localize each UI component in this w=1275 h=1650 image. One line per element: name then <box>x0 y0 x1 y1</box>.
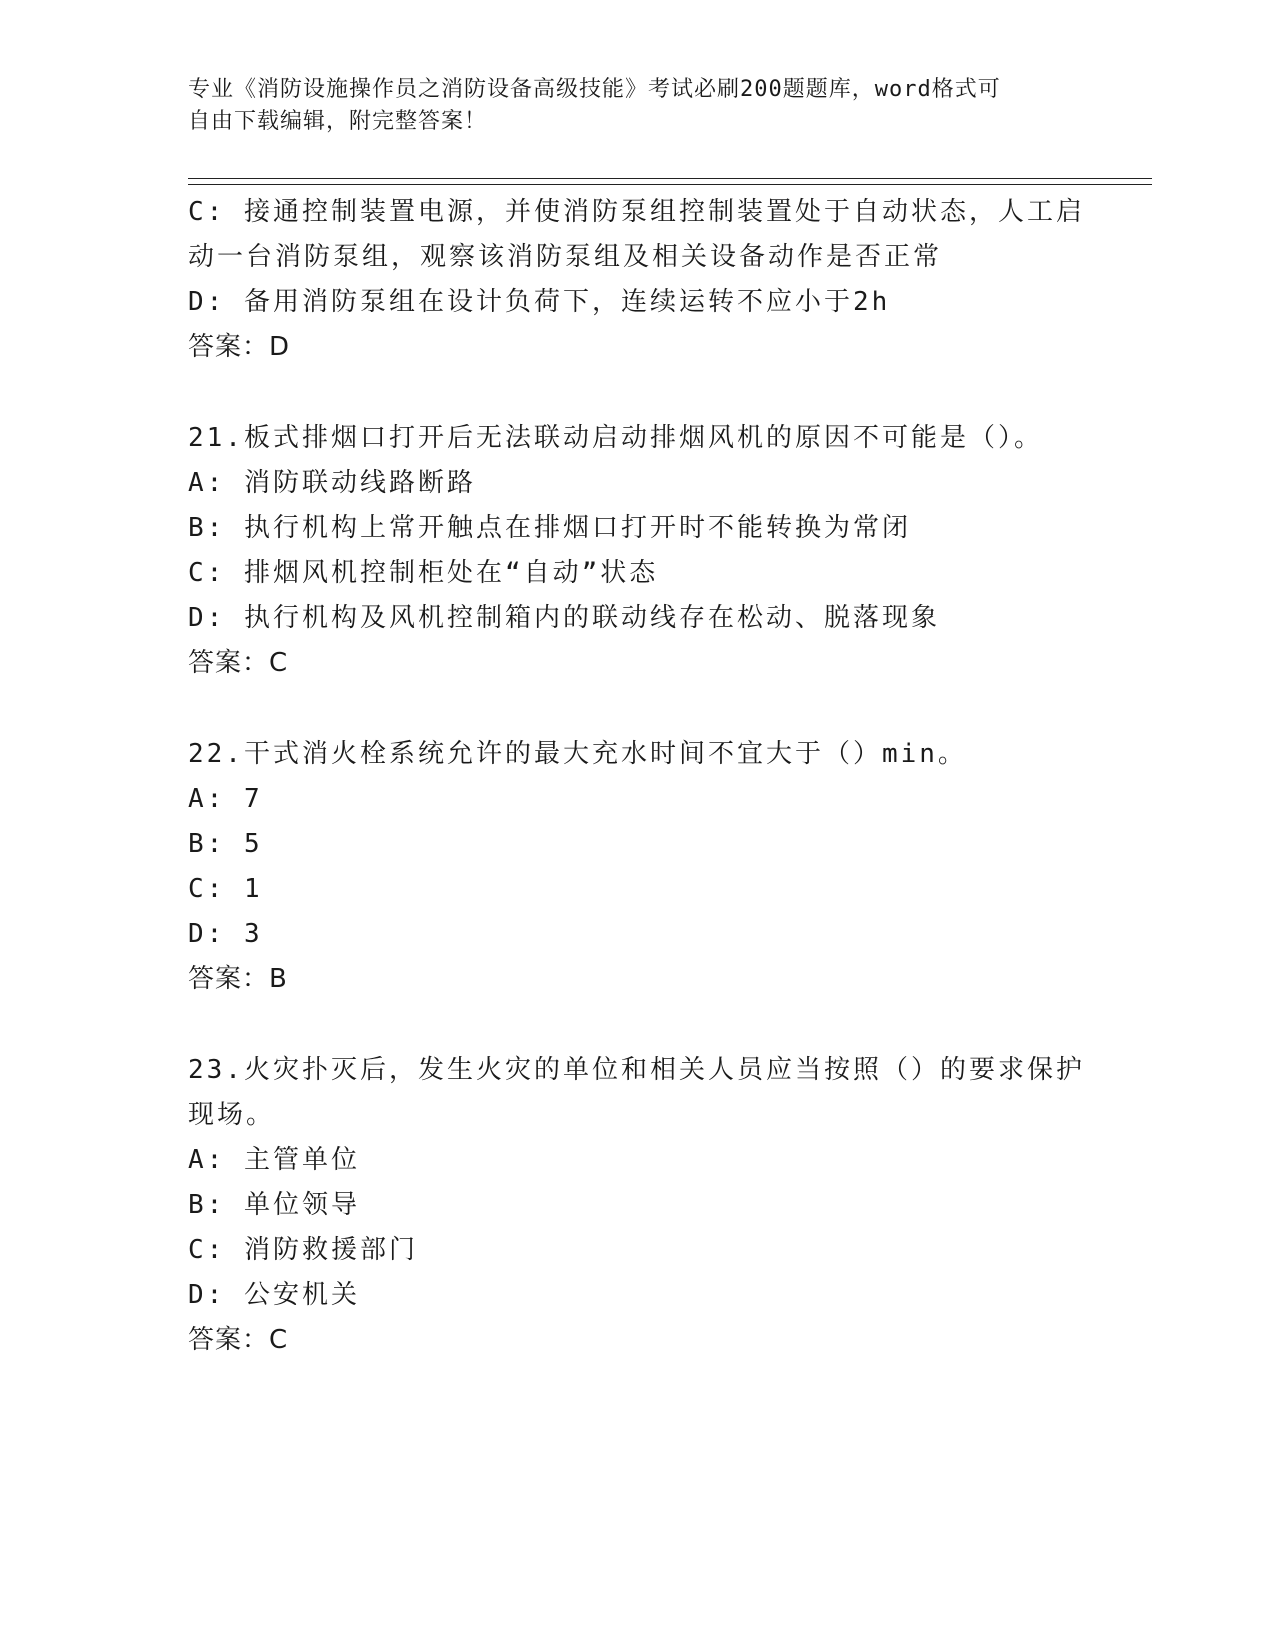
option-c: C: 接通控制装置电源，并使消防泵组控制装置处于自动状态，人工启 <box>188 197 1085 227</box>
header-rule-top <box>188 178 1152 179</box>
header-line-1: 专业《消防设施操作员之消防设备高级技能》考试必刷200题题库，word格式可 <box>188 77 1001 102</box>
option-c: C: 排烟风机控制柜处在“自动”状态 <box>188 558 659 588</box>
option-b: B: 5 <box>188 829 263 859</box>
spacer <box>188 370 1088 416</box>
option-a: A: 7 <box>188 784 263 814</box>
header-line-2: 自由下载编辑，附完整答案！ <box>188 109 488 134</box>
option-b: B: 单位领导 <box>188 1190 360 1220</box>
question-stem: 21.板式排烟口打开后无法联动启动排烟风机的原因不可能是（）。 <box>188 423 1043 453</box>
option-d: D: 备用消防泵组在设计负荷下，连续运转不应小于2h <box>188 287 891 317</box>
question-list <box>188 190 1088 1363</box>
option-c-continued: 动一台消防泵组，观察该消防泵组及相关设备动作是否正常 <box>188 242 943 272</box>
spacer <box>188 1002 1088 1048</box>
option-c: C: 1 <box>188 874 263 904</box>
header-rule-bottom <box>188 184 1152 185</box>
answer-line: 答案：C <box>188 1325 289 1355</box>
answer-line: 答案：C <box>188 648 289 678</box>
option-b: B: 执行机构上常开触点在排烟口打开时不能转换为常闭 <box>188 513 911 543</box>
option-d: D: 执行机构及风机控制箱内的联动线存在松动、脱落现象 <box>188 603 940 633</box>
spacer <box>188 686 1088 732</box>
answer-line: 答案：D <box>188 332 291 362</box>
question-stem: 22.干式消火栓系统允许的最大充水时间不宜大于（）min。 <box>188 739 967 769</box>
option-a: A: 消防联动线路断路 <box>188 468 476 498</box>
question-stem: 23.火灾扑灭后，发生火灾的单位和相关人员应当按照（）的要求保护 <box>188 1055 1085 1085</box>
option-d: D: 公安机关 <box>188 1280 360 1310</box>
document-header <box>188 74 1068 138</box>
option-c: C: 消防救援部门 <box>188 1235 418 1265</box>
question-21 <box>188 416 1088 686</box>
option-a: A: 主管单位 <box>188 1145 360 1175</box>
answer-line: 答案：B <box>188 964 288 994</box>
option-d: D: 3 <box>188 919 263 949</box>
question-stem-continued: 现场。 <box>188 1100 276 1130</box>
previous-question-continuation <box>188 190 1088 370</box>
question-23 <box>188 1048 1088 1363</box>
question-22 <box>188 732 1088 1002</box>
